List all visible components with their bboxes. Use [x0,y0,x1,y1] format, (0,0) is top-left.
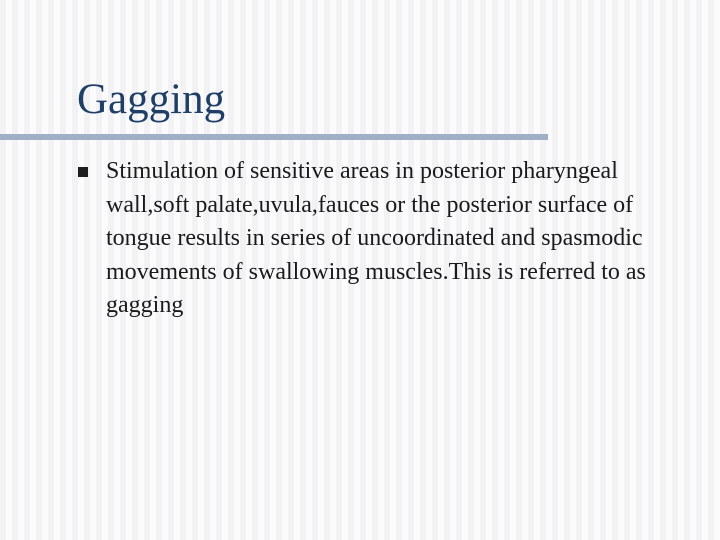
slide-body [78,155,698,323]
bullet-item [78,155,698,323]
slide-title: Gagging [77,76,226,123]
square-bullet-icon [78,167,88,177]
title-divider [0,134,548,140]
bullet-text: Stimulation of sensitive areas in posterior pharyngeal wall,soft palate,uvula,fauces or the posterior surface of tongue results in series of uncoordinated and spasmodic movements of swallowing muscles.This is referred to as gagging [106,158,646,318]
